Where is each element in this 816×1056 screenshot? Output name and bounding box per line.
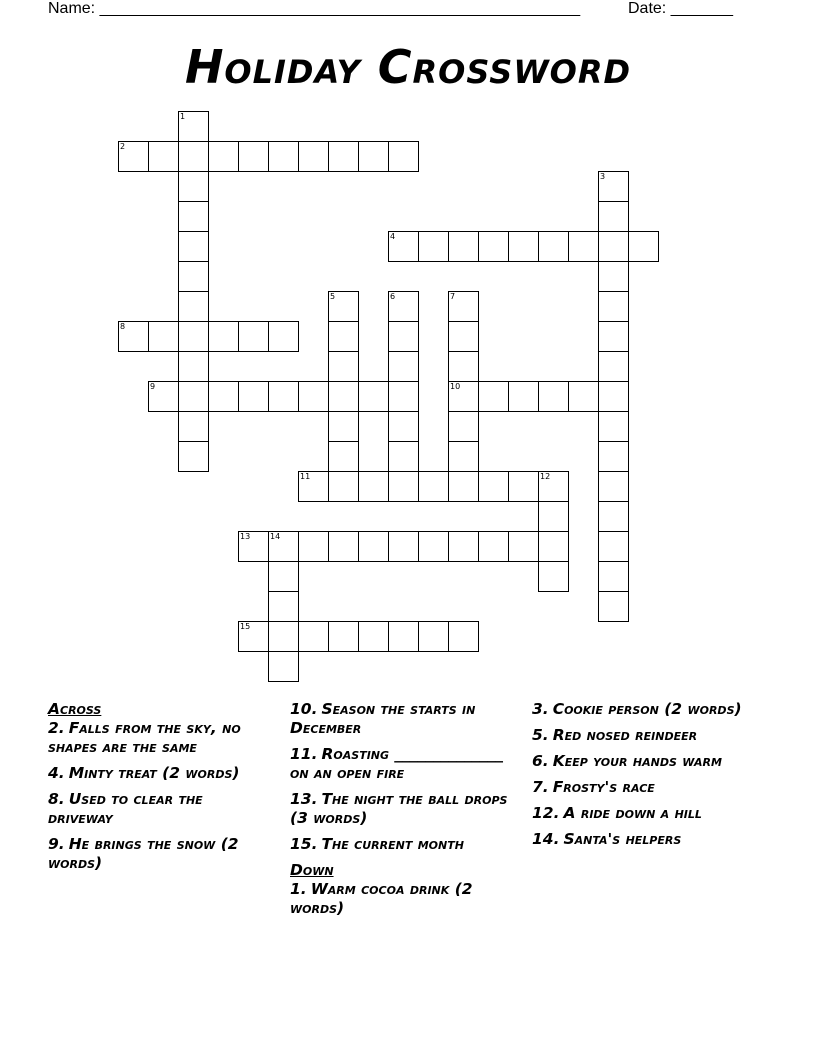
clue-item bbox=[48, 835, 268, 873]
grid-cell[interactable] bbox=[598, 501, 629, 532]
grid-cell[interactable] bbox=[448, 621, 479, 652]
grid-cell[interactable] bbox=[298, 531, 329, 562]
clue-number: 4 bbox=[390, 232, 396, 241]
clue-text: Keep your hands warm bbox=[552, 752, 722, 770]
clue-number: 2 bbox=[120, 142, 126, 151]
grid-cell[interactable] bbox=[328, 351, 359, 382]
clue-item bbox=[48, 719, 268, 757]
grid-cell[interactable] bbox=[448, 351, 479, 382]
clue-number-label: 8. bbox=[48, 790, 65, 808]
clue-text: A ride down a hill bbox=[563, 804, 702, 822]
grid-cell[interactable] bbox=[178, 441, 209, 472]
grid-cell[interactable] bbox=[328, 321, 359, 352]
grid-cell[interactable] bbox=[178, 171, 209, 202]
clue-number-label: 10. bbox=[290, 700, 318, 718]
grid-cell[interactable] bbox=[238, 141, 269, 172]
grid-cell[interactable] bbox=[328, 411, 359, 442]
clues-column-2 bbox=[290, 700, 510, 925]
grid-cell[interactable] bbox=[328, 621, 359, 652]
grid-cell[interactable] bbox=[208, 381, 239, 412]
grid-cell[interactable] bbox=[328, 441, 359, 472]
grid-cell[interactable] bbox=[298, 141, 329, 172]
grid-cell[interactable] bbox=[358, 471, 389, 502]
clue-text: Roasting ______________ on an open fire bbox=[290, 745, 503, 782]
clue-number: 8 bbox=[120, 322, 126, 331]
clue-item bbox=[290, 700, 510, 738]
clue-item bbox=[290, 790, 510, 828]
clue-text: Used to clear the driveway bbox=[48, 790, 203, 827]
down-heading: Down bbox=[290, 861, 334, 879]
grid-cell[interactable] bbox=[478, 471, 509, 502]
grid-cell[interactable] bbox=[448, 231, 479, 262]
clue-number: 15 bbox=[240, 622, 251, 631]
grid-cell[interactable] bbox=[418, 621, 449, 652]
grid-cell[interactable] bbox=[178, 141, 209, 172]
grid-cell[interactable] bbox=[358, 141, 389, 172]
grid-cell[interactable] bbox=[178, 381, 209, 412]
grid-cell[interactable] bbox=[358, 381, 389, 412]
clue-number-label: 2. bbox=[48, 719, 65, 737]
grid-cell[interactable] bbox=[328, 531, 359, 562]
grid-cell[interactable] bbox=[598, 411, 629, 442]
clues-column-3 bbox=[532, 700, 762, 856]
clue-number-label: 9. bbox=[48, 835, 65, 853]
grid-cell[interactable] bbox=[268, 321, 299, 352]
grid-cell[interactable] bbox=[508, 531, 539, 562]
grid-cell[interactable] bbox=[388, 231, 419, 262]
clue-text: Season the starts in December bbox=[290, 700, 476, 737]
clue-number: 3 bbox=[600, 172, 606, 181]
clue-item bbox=[290, 880, 510, 918]
clue-number-label: 4. bbox=[48, 764, 65, 782]
grid-cell[interactable] bbox=[298, 381, 329, 412]
clue-number-label: 12. bbox=[532, 804, 560, 822]
grid-cell[interactable] bbox=[238, 381, 269, 412]
grid-cell[interactable] bbox=[118, 321, 149, 352]
grid-cell[interactable] bbox=[448, 441, 479, 472]
grid-cell[interactable] bbox=[328, 471, 359, 502]
clue-item bbox=[290, 835, 510, 854]
grid-cell[interactable] bbox=[178, 411, 209, 442]
grid-cell[interactable] bbox=[598, 471, 629, 502]
grid-cell[interactable] bbox=[598, 291, 629, 322]
grid-cell[interactable] bbox=[598, 531, 629, 562]
clue-number-label: 11. bbox=[290, 745, 318, 763]
grid-cell[interactable] bbox=[448, 471, 479, 502]
clue-number-label: 5. bbox=[532, 726, 549, 744]
clue-text: The night the ball drops (3 words) bbox=[290, 790, 508, 827]
grid-cell[interactable] bbox=[388, 381, 419, 412]
grid-cell[interactable] bbox=[148, 381, 179, 412]
clue-item bbox=[532, 804, 762, 823]
clue-item bbox=[532, 778, 762, 797]
clue-number-label: 7. bbox=[532, 778, 549, 796]
grid-cell[interactable] bbox=[448, 411, 479, 442]
grid-cell[interactable] bbox=[148, 141, 179, 172]
clue-text: Red nosed reindeer bbox=[552, 726, 698, 744]
grid-cell[interactable] bbox=[598, 171, 629, 202]
grid-cell[interactable] bbox=[388, 321, 419, 352]
grid-cell[interactable] bbox=[178, 351, 209, 382]
grid-cell[interactable] bbox=[388, 141, 419, 172]
grid-cell[interactable] bbox=[598, 231, 629, 262]
grid-cell[interactable] bbox=[328, 381, 359, 412]
grid-cell[interactable] bbox=[178, 231, 209, 262]
grid-cell[interactable] bbox=[508, 381, 539, 412]
grid-cell[interactable] bbox=[118, 141, 149, 172]
grid-cell[interactable] bbox=[388, 621, 419, 652]
clue-item bbox=[48, 764, 268, 783]
clues-column-1 bbox=[48, 700, 268, 880]
grid-cell[interactable] bbox=[628, 231, 659, 262]
grid-cell[interactable] bbox=[208, 321, 239, 352]
clue-number-label: 6. bbox=[532, 752, 549, 770]
grid-cell[interactable] bbox=[268, 621, 299, 652]
grid-cell[interactable] bbox=[538, 561, 569, 592]
grid-cell[interactable] bbox=[448, 321, 479, 352]
grid-cell[interactable] bbox=[208, 141, 239, 172]
clue-number: 10 bbox=[450, 382, 461, 391]
clue-number-label: 14. bbox=[532, 830, 560, 848]
clue-text: He brings the snow (2 words) bbox=[48, 835, 239, 872]
grid-cell[interactable] bbox=[598, 591, 629, 622]
clue-number: 1 bbox=[180, 112, 186, 121]
clue-number: 11 bbox=[300, 472, 311, 481]
grid-cell[interactable] bbox=[388, 531, 419, 562]
clue-number: 6 bbox=[390, 292, 396, 301]
grid-cell[interactable] bbox=[178, 291, 209, 322]
grid-cell[interactable] bbox=[388, 441, 419, 472]
grid-cell[interactable] bbox=[448, 381, 479, 412]
page-title: Holiday Crossword bbox=[184, 40, 632, 94]
grid-cell[interactable] bbox=[598, 351, 629, 382]
name-field[interactable]: Name: ______________________________________________________ bbox=[48, 0, 581, 17]
grid-cell[interactable] bbox=[568, 231, 599, 262]
grid-cell[interactable] bbox=[178, 261, 209, 292]
grid-cell[interactable] bbox=[478, 381, 509, 412]
grid-cell[interactable] bbox=[598, 441, 629, 472]
grid-cell[interactable] bbox=[178, 201, 209, 232]
clue-number-label: 13. bbox=[290, 790, 318, 808]
date-field[interactable]: Date: _______ bbox=[628, 0, 733, 17]
grid-cell[interactable] bbox=[538, 531, 569, 562]
grid-cell[interactable] bbox=[358, 621, 389, 652]
clue-text: Frosty's race bbox=[552, 778, 655, 796]
grid-cell[interactable] bbox=[598, 381, 629, 412]
grid-cell[interactable] bbox=[268, 381, 299, 412]
grid-cell[interactable] bbox=[268, 561, 299, 592]
clue-item bbox=[290, 745, 510, 783]
clue-item bbox=[532, 752, 762, 771]
grid-cell[interactable] bbox=[388, 471, 419, 502]
grid-cell[interactable] bbox=[598, 261, 629, 292]
clue-text: Cookie person (2 words) bbox=[552, 700, 742, 718]
grid-cell[interactable] bbox=[268, 651, 299, 682]
clue-text: Warm cocoa drink (2 words) bbox=[290, 880, 473, 917]
grid-cell[interactable] bbox=[448, 531, 479, 562]
grid-cell[interactable] bbox=[568, 381, 599, 412]
clue-number: 13 bbox=[240, 532, 251, 541]
clue-number-label: 3. bbox=[532, 700, 549, 718]
clue-number: 7 bbox=[450, 292, 456, 301]
clue-number: 5 bbox=[330, 292, 336, 301]
grid-cell[interactable] bbox=[148, 321, 179, 352]
grid-cell[interactable] bbox=[178, 321, 209, 352]
grid-cell[interactable] bbox=[598, 201, 629, 232]
grid-cell[interactable] bbox=[238, 621, 269, 652]
clue-text: The current month bbox=[321, 835, 464, 853]
grid-cell[interactable] bbox=[538, 471, 569, 502]
grid-cell[interactable] bbox=[268, 591, 299, 622]
clue-text: Minty treat (2 words) bbox=[68, 764, 240, 782]
clue-number: 9 bbox=[150, 382, 156, 391]
clue-item bbox=[48, 790, 268, 828]
grid-cell[interactable] bbox=[238, 321, 269, 352]
grid-cell[interactable] bbox=[508, 231, 539, 262]
clue-item bbox=[532, 726, 762, 745]
grid-cell[interactable] bbox=[268, 141, 299, 172]
grid-cell[interactable] bbox=[328, 141, 359, 172]
clue-number-label: 1. bbox=[290, 880, 307, 898]
grid-cell[interactable] bbox=[418, 231, 449, 262]
grid-cell[interactable] bbox=[388, 291, 419, 322]
clue-item bbox=[532, 700, 762, 719]
clue-number-label: 15. bbox=[290, 835, 318, 853]
grid-cell[interactable] bbox=[238, 531, 269, 562]
grid-cell[interactable] bbox=[418, 471, 449, 502]
grid-cell[interactable] bbox=[598, 321, 629, 352]
grid-cell[interactable] bbox=[418, 531, 449, 562]
clue-number: 14 bbox=[270, 532, 281, 541]
grid-cell[interactable] bbox=[538, 231, 569, 262]
grid-cell[interactable] bbox=[268, 531, 299, 562]
grid-cell[interactable] bbox=[358, 531, 389, 562]
grid-cell[interactable] bbox=[538, 381, 569, 412]
grid-cell[interactable] bbox=[298, 621, 329, 652]
clue-text: Falls from the sky, no shapes are the same bbox=[48, 719, 241, 756]
clue-item bbox=[532, 830, 762, 849]
grid-cell[interactable] bbox=[478, 231, 509, 262]
grid-cell[interactable] bbox=[538, 501, 569, 532]
grid-cell[interactable] bbox=[388, 351, 419, 382]
clue-text: Santa's helpers bbox=[563, 830, 682, 848]
grid-cell[interactable] bbox=[478, 531, 509, 562]
grid-cell[interactable] bbox=[448, 291, 479, 322]
clue-number: 12 bbox=[540, 472, 551, 481]
grid-cell[interactable] bbox=[598, 561, 629, 592]
grid-cell[interactable] bbox=[298, 471, 329, 502]
grid-cell[interactable] bbox=[388, 411, 419, 442]
grid-cell[interactable] bbox=[328, 291, 359, 322]
across-heading: Across bbox=[48, 700, 102, 718]
grid-cell[interactable] bbox=[508, 471, 539, 502]
grid-cell[interactable] bbox=[178, 111, 209, 142]
